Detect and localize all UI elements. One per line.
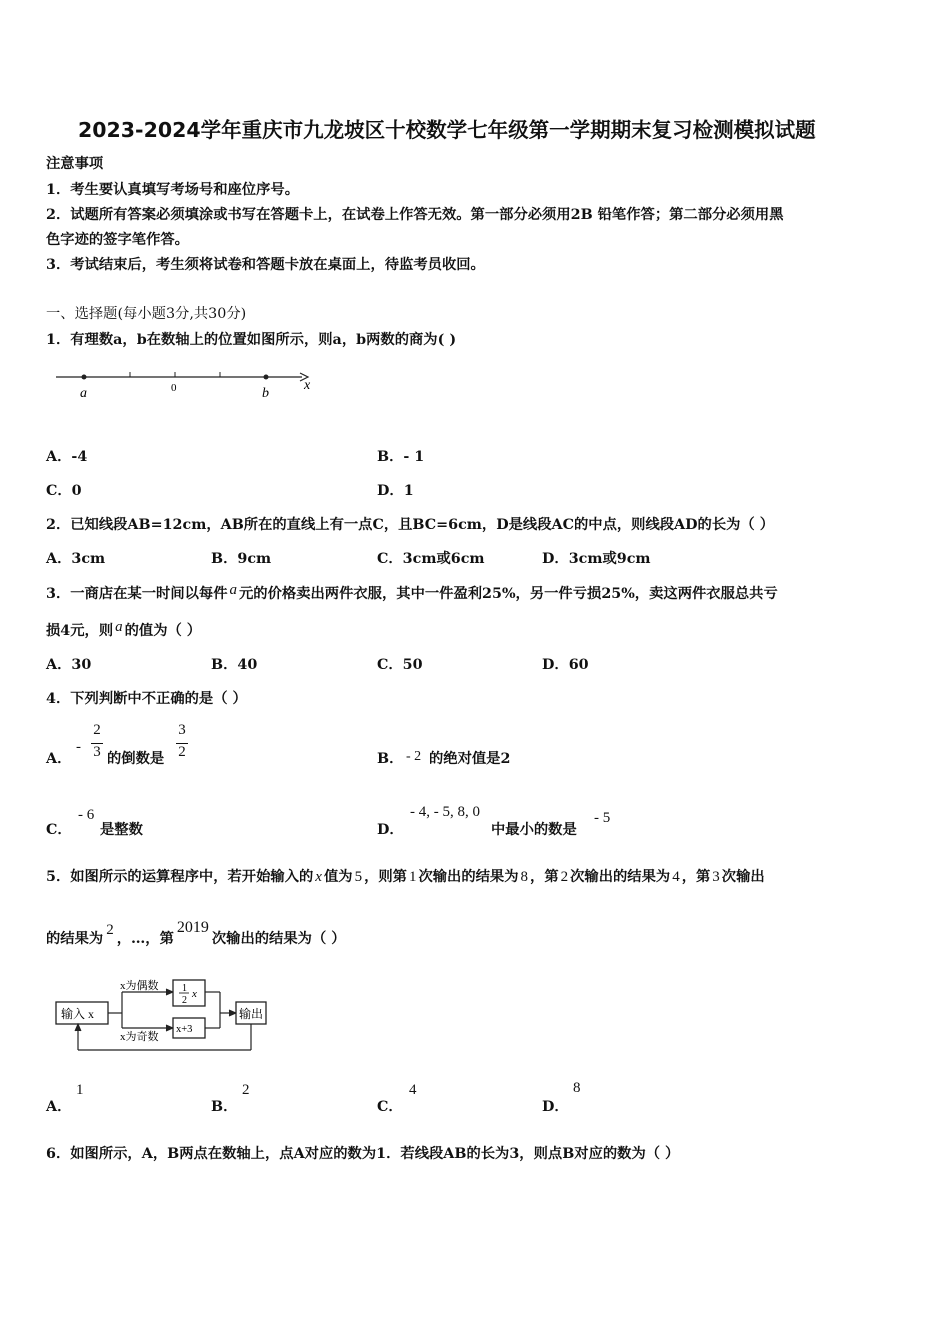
option-d-label: D． — [542, 1099, 569, 1115]
option-d-value: 8 — [573, 1080, 581, 1096]
question-3-line-1: 3．一商店在某一时间以每件 a 元的价格卖出两件衣服，其中一件盈利25%，另一件亏损25%，卖这两件衣服总共亏 — [46, 582, 778, 602]
notice-item: 3．考试结束后，考生须将试卷和答题卡放在桌面上，待监考员收回。 — [46, 257, 485, 273]
option-d-text: 中最小的数是 — [491, 822, 577, 838]
label-b: b — [262, 386, 269, 401]
section-heading: 一、选择题(每小题3分,共30分) — [46, 306, 247, 322]
notice-heading: 注意事项 — [46, 156, 104, 172]
option-b: B．- 1 — [377, 449, 425, 465]
minus-sign: - — [76, 739, 81, 755]
question-3-line-2: 损4元，则 a 的值为（ ） — [46, 619, 202, 639]
option-d-label: D． — [377, 822, 404, 838]
option-c: C．3cm或6cm — [377, 551, 485, 567]
option-c-text: 是整数 — [100, 822, 143, 838]
odd-label: x为奇数 — [120, 1031, 159, 1043]
question-2-text: 2．已知线段AB=12cm，AB所在的直线上有一点C，且BC=6cm，D是线段AC的中点，则线段AD的长为（ ） — [46, 517, 775, 533]
option-b: B．40 — [211, 657, 258, 673]
option-b-label: B． — [377, 751, 404, 767]
option-a-value: 1 — [76, 1082, 84, 1098]
question-5-line-2: 的结果为2，…，第2019次输出的结果为（ ） — [46, 919, 346, 947]
flowchart-figure — [52, 976, 277, 1056]
even-label: x为偶数 — [120, 980, 159, 992]
option-c-label: C． — [46, 822, 72, 838]
question-1-text: 1．有理数a，b在数轴上的位置如图所示，则a，b两数的商为( ) — [46, 332, 457, 348]
question-6-text: 6．如图所示，A，B两点在数轴上，点A对应的数为1．若线段AB的长为3，则点B对应的数为（ ） — [46, 1146, 680, 1162]
point-b — [264, 375, 269, 380]
label-zero: 0 — [171, 382, 177, 394]
option-b: B．9cm — [211, 551, 272, 567]
notice-item: 1．考生要认真填写考场号和座位序号。 — [46, 182, 299, 198]
option-c-math: - 6 — [78, 807, 95, 823]
option-c: C．0 — [46, 483, 82, 499]
plus-three-label: x+3 — [176, 1024, 193, 1035]
variable-a: a — [229, 582, 238, 598]
question-4-text: 4．下列判断中不正确的是（ ） — [46, 691, 247, 707]
option-a: A．30 — [46, 657, 92, 673]
option-c-label: C． — [377, 1099, 403, 1115]
fraction-two-thirds: $\frac{2}{3}$ — [90, 722, 104, 764]
option-d-math-2: - 5 — [594, 810, 611, 826]
question-5-line-1: 5．如图所示的运算程序中，若开始输入的 x 值为 5 ，则第 1 次输出的结果为 8 ，第 2 次输出的结果为 4 ，第 3 次输出 — [46, 869, 765, 885]
option-a: A．-4 — [46, 449, 88, 465]
half-numerator: 1 — [182, 983, 187, 994]
label-x: x — [304, 378, 311, 393]
option-d: D．1 — [377, 483, 414, 499]
variable-a: a — [115, 619, 123, 635]
output-label: 输出 — [239, 1007, 264, 1021]
option-a-label: A． — [46, 1099, 72, 1115]
option-b-value: 2 — [242, 1082, 250, 1098]
option-c: C．50 — [377, 657, 423, 673]
number-line-figure — [50, 362, 320, 404]
option-d: D．60 — [542, 657, 589, 673]
page-title: 2023-2024学年重庆市九龙坡区十校数学七年级第一学期期末复习检测模拟试题 — [78, 118, 816, 142]
option-b-label: B． — [211, 1099, 238, 1115]
option-d-math: - 4, - 5, 8, 0 — [410, 804, 480, 820]
option-d: D．3cm或9cm — [542, 551, 651, 567]
label-a: a — [80, 386, 87, 401]
half-denominator: 2 — [182, 995, 187, 1006]
input-label: 输入 x — [61, 1007, 95, 1021]
point-a — [82, 375, 87, 380]
fraction-three-halves: $\frac{3}{2}$ — [175, 722, 189, 764]
notice-item: 2．试题所有答案必须填涂或书写在答题卡上，在试卷上作答无效。第一部分必须用2B 铅笔作答；第二部分必须用黑 — [46, 207, 784, 223]
option-b-math: - 2 — [406, 749, 422, 764]
option-b-text: 的绝对值是2 — [429, 751, 511, 767]
half-x: x — [192, 988, 197, 1000]
option-a-text: 的倒数是 — [107, 751, 165, 767]
notice-item: 色字迹的签字笔作答。 — [46, 232, 189, 248]
option-a: A．3cm — [46, 551, 106, 567]
option-c-value: 4 — [409, 1082, 417, 1098]
option-a-label: A． — [46, 751, 72, 767]
